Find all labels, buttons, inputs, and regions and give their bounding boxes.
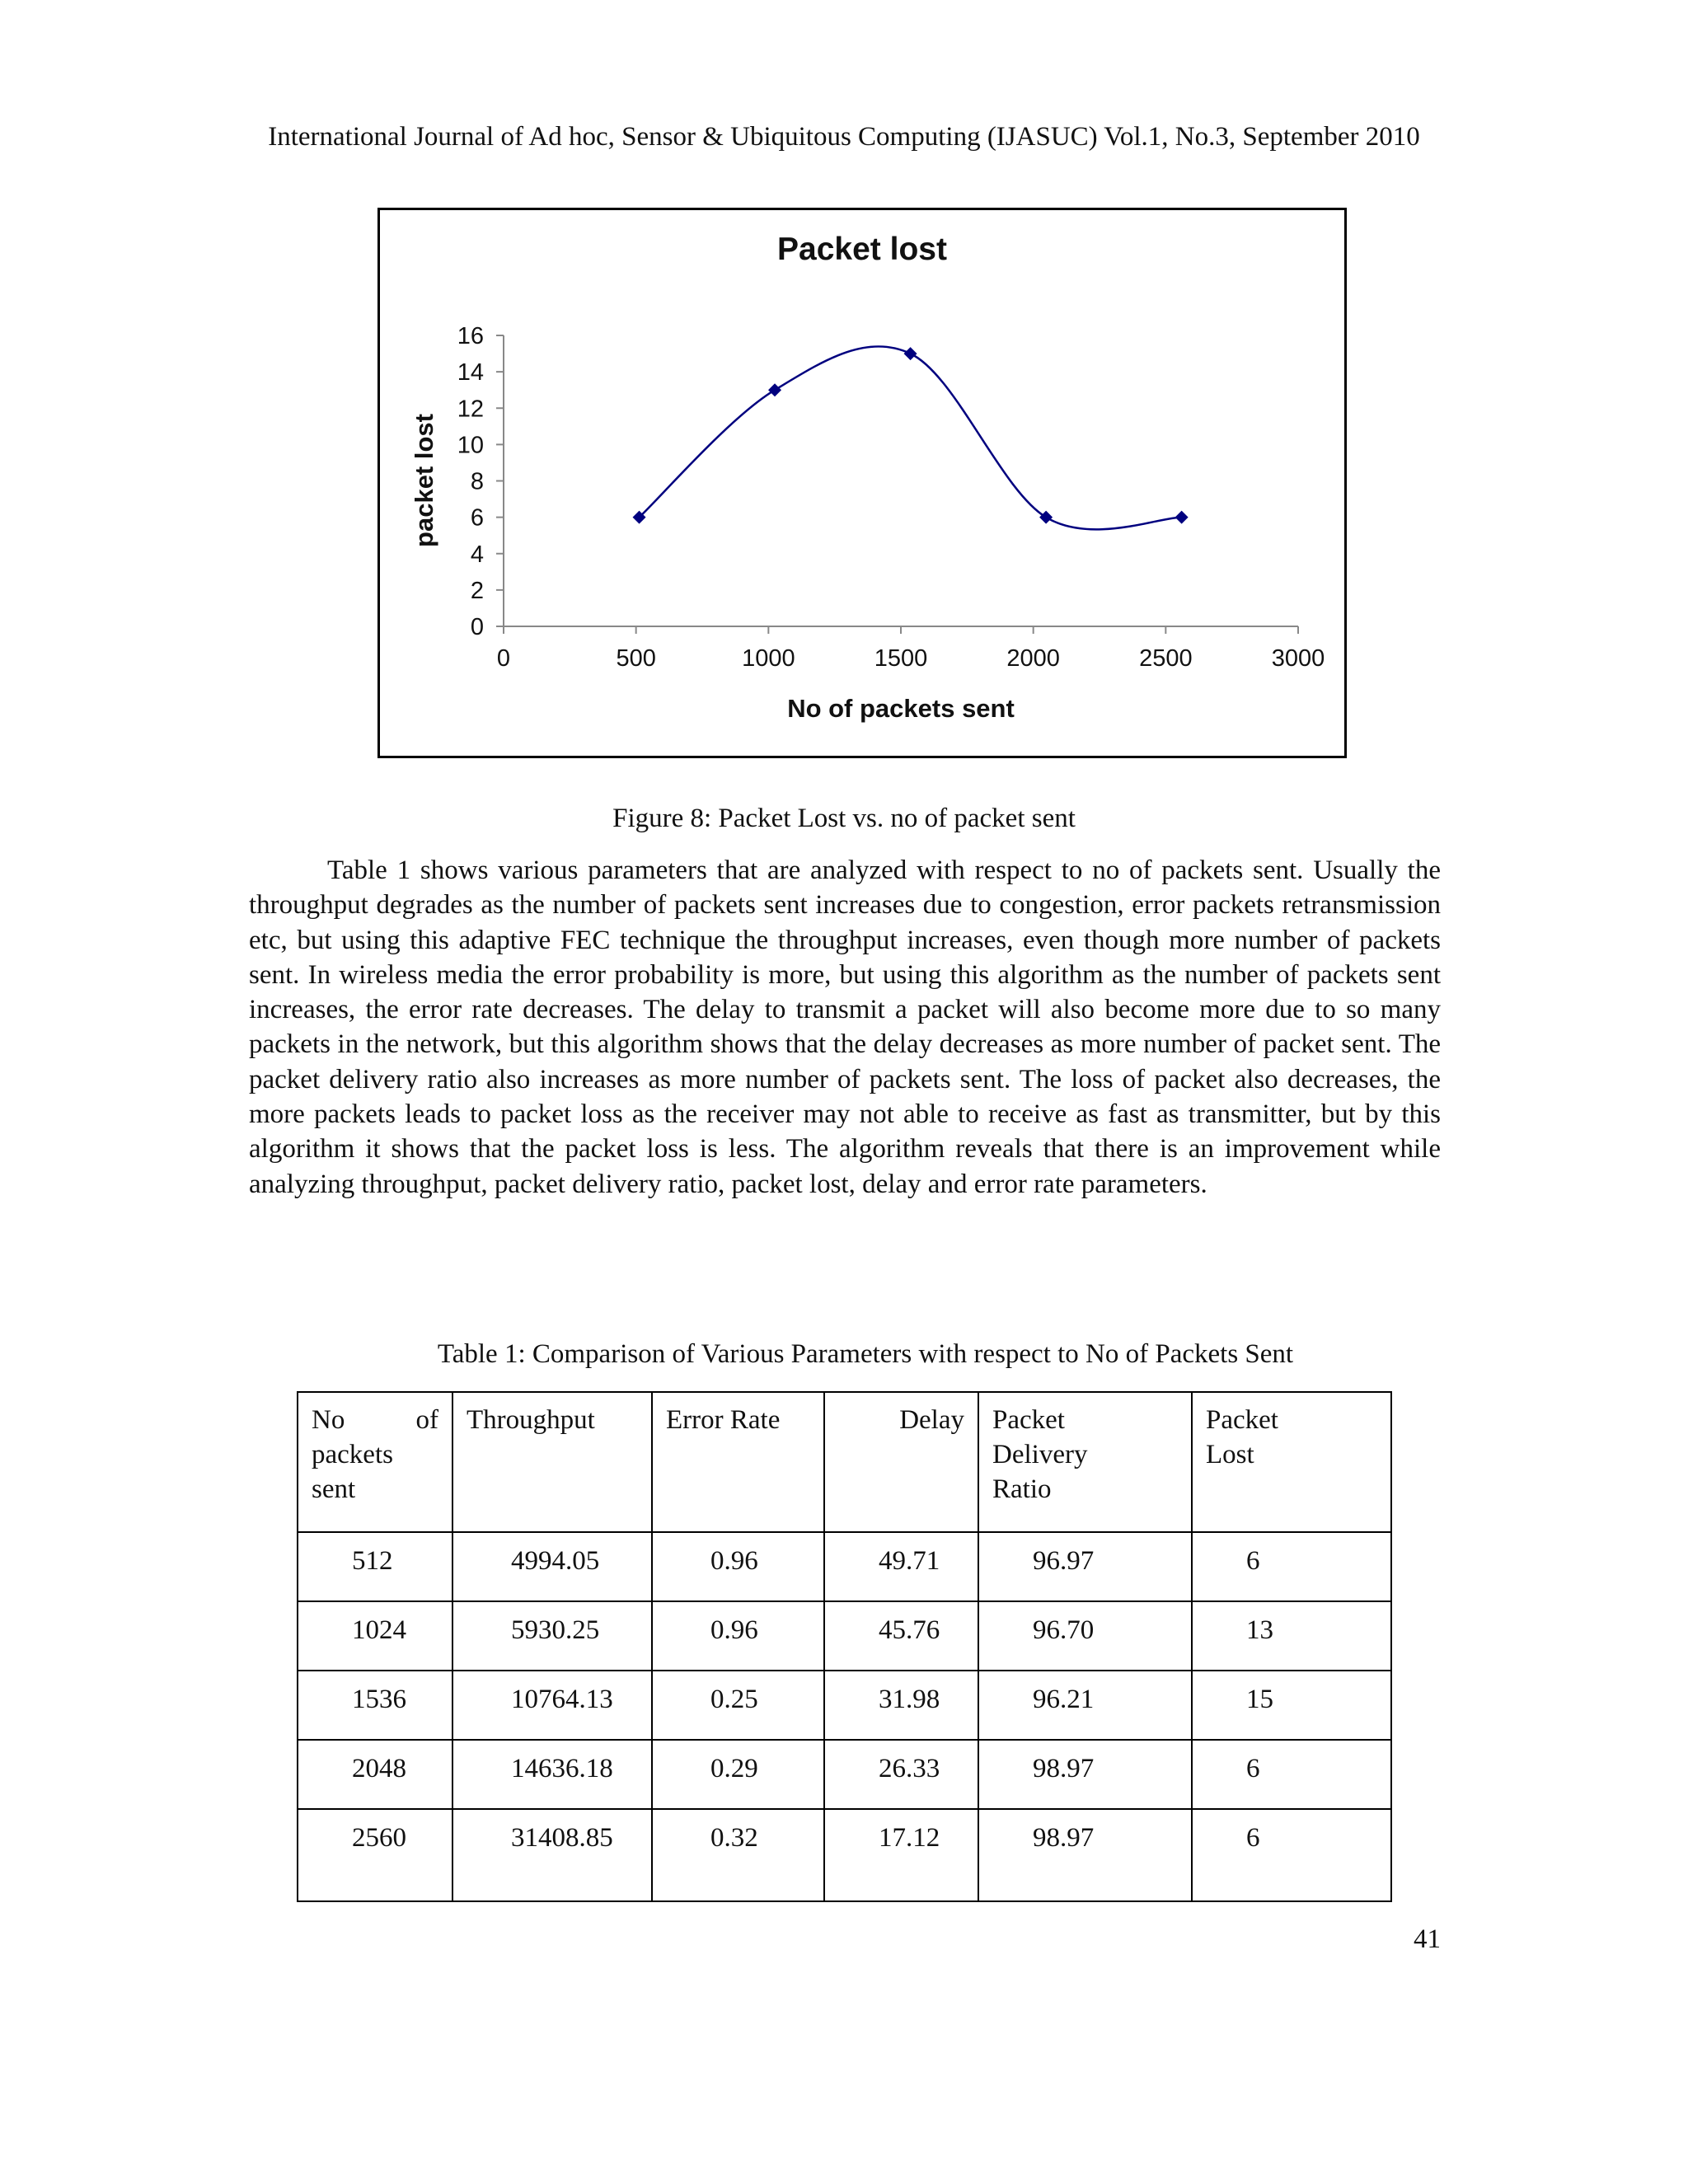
packet-lost-chart <box>380 210 1344 756</box>
cell-error-rate: 0.96 <box>652 1532 824 1601</box>
cell-delay: 31.98 <box>824 1671 978 1740</box>
y-tick-label: 6 <box>470 504 484 532</box>
cell-throughput: 10764.13 <box>452 1671 652 1740</box>
cell-delivery-ratio: 98.97 <box>978 1740 1192 1809</box>
cell-delay: 17.12 <box>824 1809 978 1901</box>
cell-packet-lost: 6 <box>1192 1532 1391 1601</box>
cell-packets-sent: 1024 <box>298 1601 452 1671</box>
cell-delivery-ratio: 96.21 <box>978 1671 1192 1740</box>
series-line-packet-lost <box>640 346 1182 529</box>
data-point-marker <box>904 347 917 360</box>
page-number: 41 <box>1414 1924 1441 1954</box>
cell-delay: 26.33 <box>824 1740 978 1809</box>
table-row <box>298 1601 1391 1671</box>
cell-packets-sent: 1536 <box>298 1671 452 1740</box>
x-tick-label: 500 <box>616 645 656 672</box>
cell-packets-sent: 2560 <box>298 1809 452 1901</box>
header-delay: Delay <box>824 1392 978 1532</box>
cell-error-rate: 0.29 <box>652 1740 824 1809</box>
y-tick-label: 0 <box>470 614 484 640</box>
cell-delivery-ratio: 98.97 <box>978 1809 1192 1901</box>
data-point-marker <box>1039 511 1053 524</box>
cell-error-rate: 0.96 <box>652 1601 824 1671</box>
cell-throughput: 5930.25 <box>452 1601 652 1671</box>
cell-delay: 49.71 <box>824 1532 978 1601</box>
y-tick-label: 14 <box>457 359 484 387</box>
cell-delivery-ratio: 96.70 <box>978 1601 1192 1671</box>
data-point-marker <box>768 383 781 396</box>
cell-throughput: 14636.18 <box>452 1740 652 1809</box>
x-axis-label: No of packets sent <box>787 694 1015 723</box>
cell-packet-lost: 15 <box>1192 1671 1391 1740</box>
chart-title: Packet lost <box>777 232 947 267</box>
header-packets-sent: No of packets sent <box>298 1392 452 1532</box>
running-header: International Journal of Ad hoc, Sensor & Ubiquitous Computing (IJASUC) Vol.1, No.3, September 2010 <box>268 122 1420 152</box>
cell-packet-lost: 6 <box>1192 1740 1391 1809</box>
y-tick-label: 4 <box>470 541 484 568</box>
y-tick-label: 16 <box>457 323 484 349</box>
header-packet-lost: Packet Lost <box>1192 1392 1391 1532</box>
x-tick-label: 1500 <box>874 645 928 672</box>
x-tick-label: 0 <box>496 645 511 672</box>
data-point-marker <box>1175 511 1189 524</box>
y-axis-label: packet lost <box>410 414 438 547</box>
cell-delivery-ratio: 96.97 <box>978 1532 1192 1601</box>
y-tick-label: 8 <box>470 468 484 495</box>
header-packet-delivery-ratio: Packet Delivery Ratio <box>978 1392 1192 1532</box>
table-row <box>298 1740 1391 1809</box>
y-tick-label: 2 <box>470 577 484 604</box>
table-row <box>298 1671 1391 1740</box>
table-caption: Table 1: Comparison of Various Parameters with respect to No of Packets Sent <box>437 1339 1294 1369</box>
x-tick-label: 2500 <box>1139 645 1193 672</box>
cell-packet-lost: 6 <box>1192 1809 1391 1901</box>
x-tick-label: 1000 <box>742 645 795 672</box>
cell-packets-sent: 512 <box>298 1532 452 1601</box>
cell-throughput: 4994.05 <box>452 1532 652 1601</box>
cell-error-rate: 0.25 <box>652 1671 824 1740</box>
figure-caption: Figure 8: Packet Lost vs. no of packet sent <box>612 804 1076 833</box>
comparison-table <box>297 1391 1392 1902</box>
cell-packet-lost: 13 <box>1192 1601 1391 1671</box>
cell-throughput: 31408.85 <box>452 1809 652 1901</box>
table-row <box>298 1532 1391 1601</box>
x-tick-label: 2000 <box>1006 645 1060 672</box>
header-error-rate: Error Rate <box>652 1392 824 1532</box>
body-paragraph: Table 1 shows various parameters that are analyzed with respect to no of packets sent. Usually the throughput degrades as the number of packets sent increases due to congestion, error packets retransmission etc, but using this adaptive FEC technique the throughput increases, even though more number of packets sent. In wireless media the error probability is more, but using this algorithm as the number of packets sent increases, the error rate decreases. The delay to transmit a packet will also become more due to so many packets in the network, but this algorithm shows that the delay decreases as more number of packet sent. The packet delivery ratio also increases as more number of packets sent. The loss of packet also decreases, the more packets leads to packet loss as the receiver may not able to receive as fast as transmitter, but by this algorithm it shows that the packet loss is less. The algorithm reveals that there is an improvement while analyzing throughput, packet delivery ratio, packet lost, delay and error rate parameters. <box>249 855 1441 1199</box>
header-throughput: Throughput <box>452 1392 652 1532</box>
cell-delay: 45.76 <box>824 1601 978 1671</box>
x-tick-label: 3000 <box>1271 645 1325 672</box>
chart-frame <box>377 208 1347 758</box>
cell-packets-sent: 2048 <box>298 1740 452 1809</box>
y-tick-label: 10 <box>457 432 484 459</box>
table-row <box>298 1809 1391 1901</box>
table-header-row <box>298 1392 1391 1532</box>
y-tick-label: 12 <box>457 396 484 423</box>
cell-error-rate: 0.32 <box>652 1809 824 1901</box>
